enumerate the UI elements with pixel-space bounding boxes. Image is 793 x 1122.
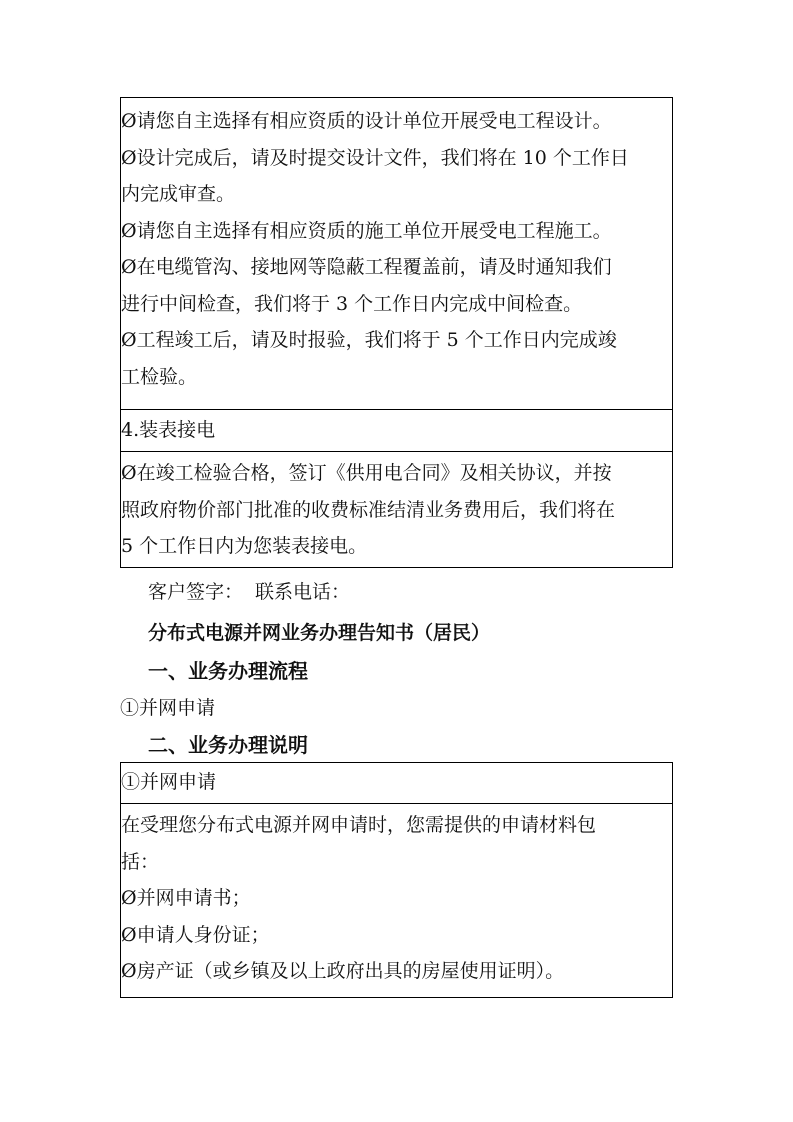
process-step: ①并网申请 (120, 697, 216, 719)
table-line: Ø并网申请书； (121, 887, 251, 909)
table-line: 内完成审查。 (121, 183, 236, 205)
customer-signature-label: 客户签字： (148, 581, 244, 603)
instructions-table (120, 762, 673, 998)
table-row-meter-detail (121, 452, 672, 567)
table-line: Ø房产证（或乡镇及以上政府出具的房屋使用证明）。 (121, 960, 565, 982)
process-table-continued (120, 97, 673, 568)
section-heading-process: 一、业务办理流程 (148, 659, 308, 683)
table-line: 工检验。 (121, 365, 198, 388)
document-title: 分布式电源并网业务办理告知书（居民） (148, 622, 491, 644)
table-line: Ø申请人身份证； (121, 923, 270, 946)
signature-line (148, 577, 350, 607)
table-line: ①并网申请 (121, 771, 217, 793)
table-line: Ø设计完成后，请及时提交设计文件，我们将在 10 个工作日 (121, 146, 629, 169)
table-row-meter-heading (121, 410, 672, 452)
table-row-application-heading (121, 763, 672, 804)
table-line: Ø在电缆管沟、接地网等隐蔽工程覆盖前，请及时通知我们 (121, 256, 612, 278)
table-line: 4.装表接电 (121, 419, 216, 441)
table-line: Ø工程竣工后，请及时报验，我们将于 5 个工作日内完成竣 (121, 329, 617, 351)
table-line: 进行中间检查，我们将于 3 个工作日内完成中间检查。 (121, 292, 583, 315)
section-heading-instructions: 二、业务办理说明 (148, 733, 308, 757)
table-line: Ø请您自主选择有相应资质的设计单位开展受电工程设计。 (121, 110, 612, 132)
contact-phone-label: 联系电话： (255, 581, 351, 603)
table-row-application-materials (121, 804, 672, 997)
table-line: Ø在竣工检验合格，签订《供用电合同》及相关协议，并按 (121, 462, 612, 484)
table-line: 括： (121, 850, 160, 873)
table-line: 在受理您分布式电源并网申请时，您需提供的申请材料包 (121, 814, 597, 836)
table-row-construction (121, 98, 672, 410)
table-line: 5 个工作日内为您装表接电。 (121, 535, 368, 557)
table-line: 照政府物价部门批准的收费标准结清业务费用后，我们将在 (121, 498, 616, 521)
table-line: Ø请您自主选择有相应资质的施工单位开展受电工程施工。 (121, 219, 612, 242)
